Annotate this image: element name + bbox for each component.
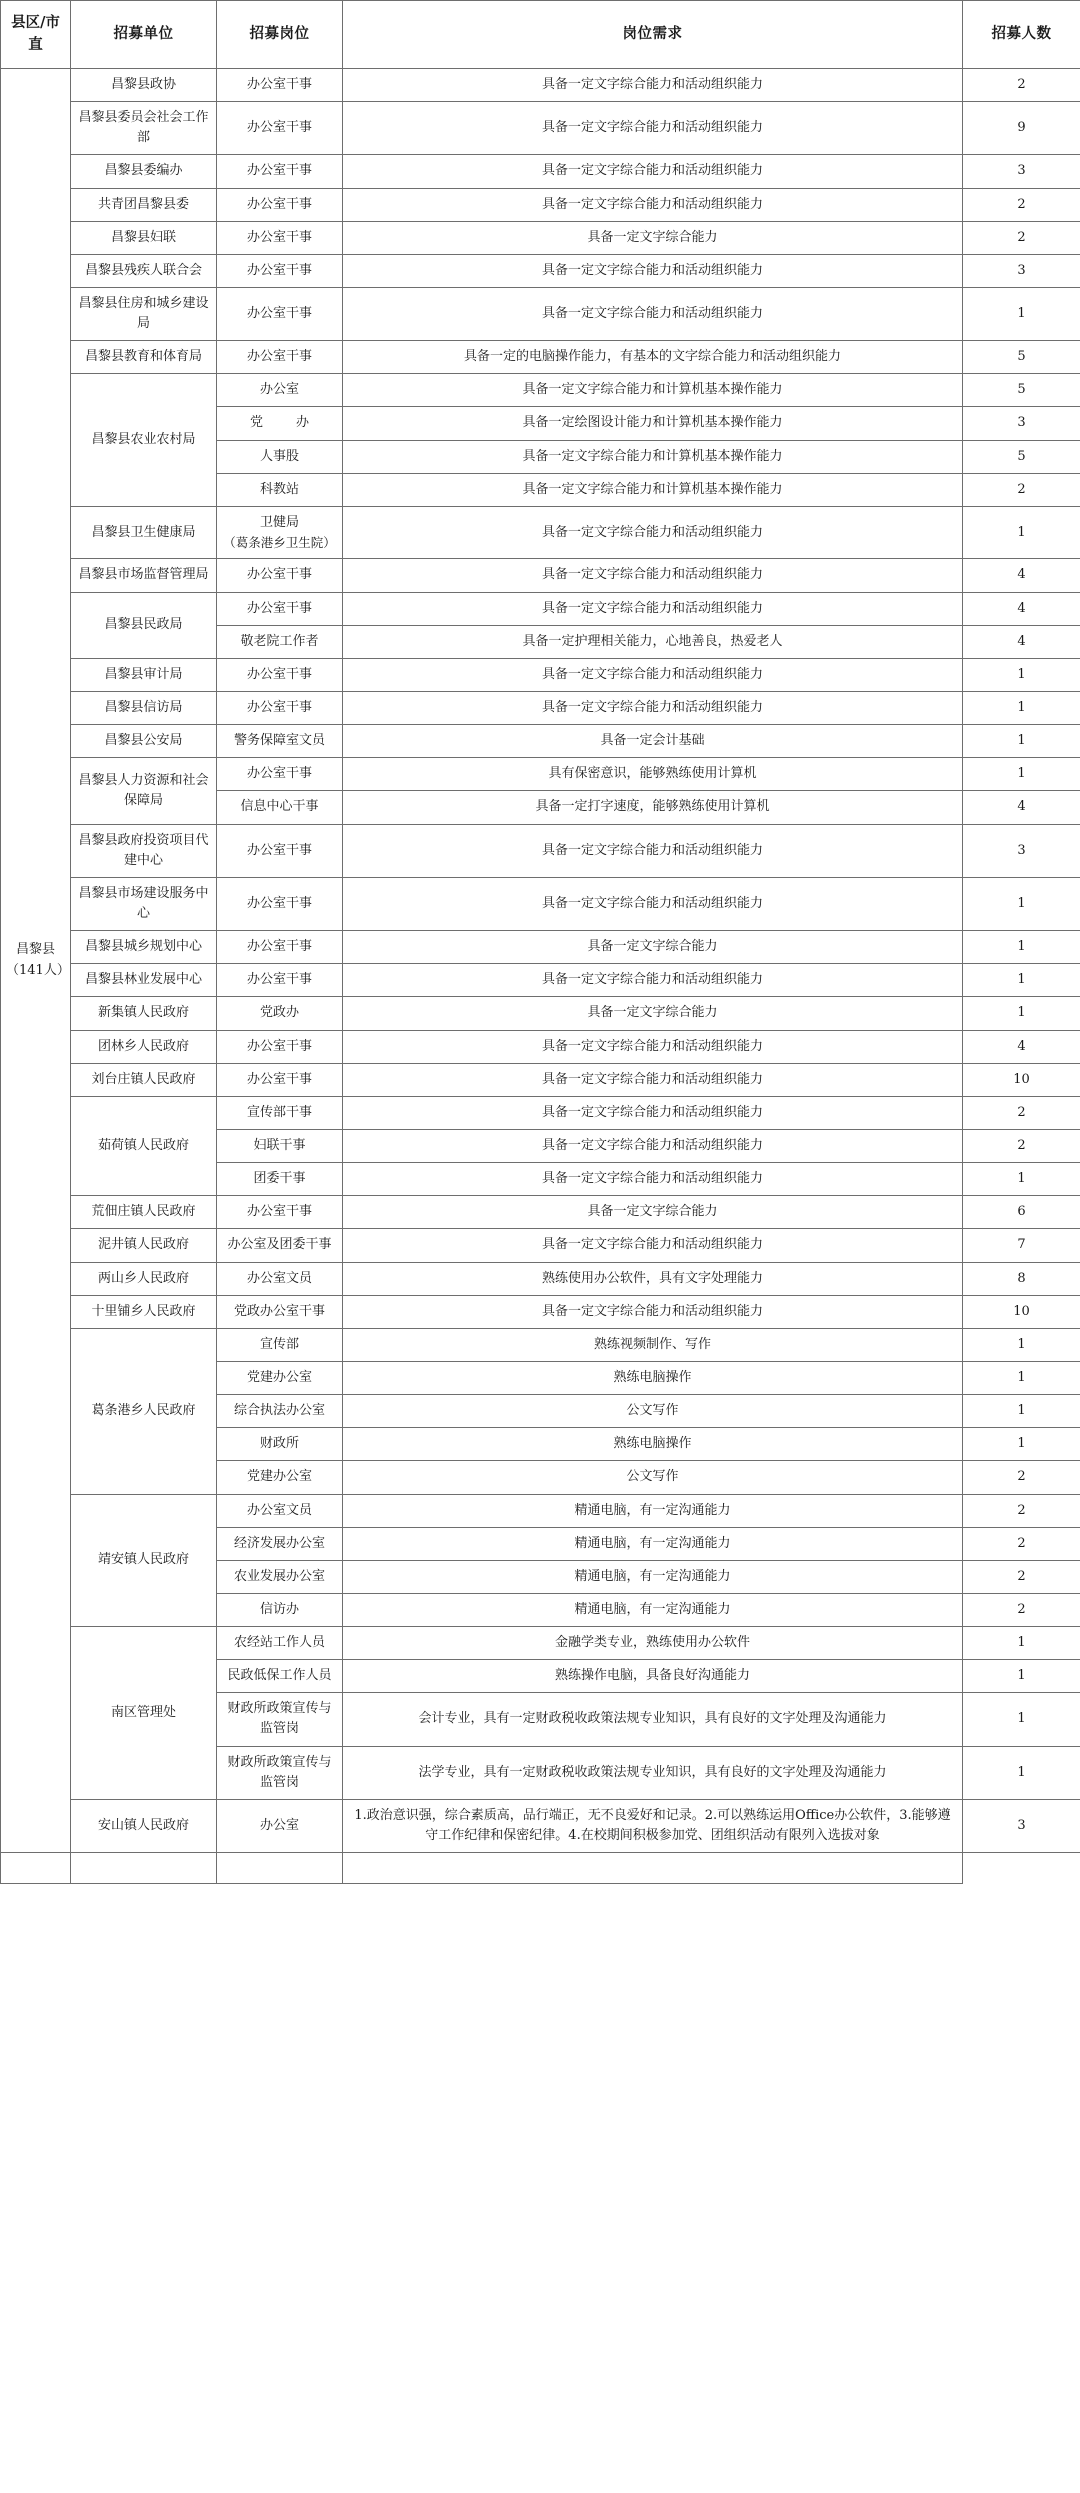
table-row (1, 964, 1080, 997)
post-cell (217, 658, 343, 691)
post-cell (217, 1295, 343, 1328)
requirement-cell: 熟练操作电脑，具备良好沟通能力 (343, 1660, 963, 1693)
table-row (1, 155, 1080, 188)
post-cell (217, 1196, 343, 1229)
count-cell: 1 (963, 287, 1080, 340)
requirement-cell: 具备一定文字综合能力和活动组织能力 (343, 559, 963, 592)
requirement-cell: 精通电脑，有一定沟通能力 (343, 1494, 963, 1527)
header-row (1, 1, 1080, 69)
post-cell (217, 691, 343, 724)
post-cell (217, 1660, 343, 1693)
table-row (1, 1196, 1080, 1229)
unit-cell: 十里铺乡人民政府 (71, 1295, 217, 1328)
requirement-cell: 具备一定文字综合能力和活动组织能力 (343, 1030, 963, 1063)
requirement-cell: 公文写作 (343, 1461, 963, 1494)
post-cell (217, 1799, 343, 1852)
post-name: 办公室干事 (246, 76, 312, 92)
table-row (1, 931, 1080, 964)
table-row (1, 691, 1080, 724)
post-cell (217, 1030, 343, 1063)
table-row (1, 1494, 1080, 1527)
count-cell: 5 (963, 440, 1080, 473)
count-cell: 4 (963, 625, 1080, 658)
unit-cell: 泥井镇人民政府 (71, 1229, 217, 1262)
post-name: 财政所 (259, 1436, 299, 1452)
count-cell: 9 (963, 102, 1080, 155)
requirement-cell: 具备一定文字综合能力和活动组织能力 (343, 691, 963, 724)
empty-cell (217, 1853, 343, 1884)
post-cell (217, 877, 343, 930)
requirement-cell: 精通电脑，有一定沟通能力 (343, 1527, 963, 1560)
requirement-cell: 精通电脑，有一定沟通能力 (343, 1593, 963, 1626)
region-total-count: （141人） (6, 962, 70, 978)
post-name: 党建办公室 (246, 1469, 312, 1485)
region-cell (1, 68, 71, 1852)
post-name: 敬老院工作者 (240, 633, 319, 649)
post-cell (217, 473, 343, 506)
post-name: 团委干事 (253, 1171, 306, 1187)
count-cell: 1 (963, 964, 1080, 997)
requirement-cell: 具备一定文字综合能力和活动组织能力 (343, 188, 963, 221)
post-name: 警务保障室文员 (233, 733, 325, 749)
post-cell (217, 791, 343, 824)
post-name: 党 办 (249, 415, 319, 431)
unit-cell: 昌黎县林业发展中心 (71, 964, 217, 997)
requirement-cell: 金融学类专业，熟练使用办公软件 (343, 1627, 963, 1660)
table-header (1, 1, 1080, 69)
table-row (1, 997, 1080, 1030)
count-cell: 2 (963, 1494, 1080, 1527)
table-row (1, 1096, 1080, 1129)
post-name: 人事股 (259, 448, 299, 464)
post-cell (217, 1361, 343, 1394)
post-name: 办公室干事 (246, 766, 312, 782)
table-row (1, 1262, 1080, 1295)
table-row (1, 658, 1080, 691)
post-name: 农业发展办公室 (233, 1568, 325, 1584)
post-name: 办公室干事 (246, 1038, 312, 1054)
count-cell: 1 (963, 1746, 1080, 1799)
requirement-cell: 具备一定文字综合能力 (343, 997, 963, 1030)
post-name: 卫健局 (259, 514, 299, 530)
requirement-cell: 法学专业，具有一定财政税收政策法规专业知识，具有良好的文字处理及沟通能力 (343, 1746, 963, 1799)
post-name: 办公室干事 (246, 666, 312, 682)
requirement-cell: 1.政治意识强，综合素质高，品行端正，无不良爱好和记录。2.可以熟练运用Office办公软件，3.能够遵守工作纪律和保密纪律。4.在校期间积极参加党、团组织活动有限列入选拔对象 (343, 1799, 963, 1852)
count-cell: 1 (963, 997, 1080, 1030)
count-cell: 1 (963, 1361, 1080, 1394)
table-row (1, 1799, 1080, 1852)
unit-cell: 昌黎县农业农村局 (71, 374, 217, 507)
post-cell (217, 1395, 343, 1428)
post-name: 农经站工作人员 (233, 1635, 325, 1651)
unit-cell: 昌黎县委员会社会工作部 (71, 102, 217, 155)
column-header-region: 县区/市直 (1, 1, 71, 69)
post-cell (217, 221, 343, 254)
count-cell: 1 (963, 1395, 1080, 1428)
requirement-cell: 具备一定文字综合能力和活动组织能力 (343, 506, 963, 559)
post-cell (217, 1693, 343, 1746)
requirement-cell: 具有保密意识，能够熟练使用计算机 (343, 758, 963, 791)
post-cell (217, 964, 343, 997)
requirement-cell: 具备一定文字综合能力和活动组织能力 (343, 877, 963, 930)
count-cell: 1 (963, 1693, 1080, 1746)
requirement-cell: 具备一定文字综合能力和活动组织能力 (343, 1295, 963, 1328)
table-row (1, 68, 1080, 101)
post-cell (217, 1428, 343, 1461)
count-cell: 5 (963, 374, 1080, 407)
count-cell: 1 (963, 1627, 1080, 1660)
column-header-post: 招募岗位 (217, 1, 343, 69)
post-cell (217, 559, 343, 592)
count-cell: 1 (963, 1328, 1080, 1361)
table-row (1, 1229, 1080, 1262)
count-cell: 2 (963, 188, 1080, 221)
post-name: 宣传部干事 (246, 1104, 312, 1120)
post-name: 办公室干事 (246, 939, 312, 955)
count-cell: 2 (963, 1593, 1080, 1626)
table-row (1, 877, 1080, 930)
post-cell (217, 1494, 343, 1527)
post-name: 信访办 (259, 1601, 299, 1617)
requirement-cell: 熟练电脑操作 (343, 1428, 963, 1461)
post-name: 科教站 (259, 481, 299, 497)
unit-cell: 靖安镇人民政府 (71, 1494, 217, 1627)
requirement-cell: 具备一定文字综合能力和活动组织能力 (343, 287, 963, 340)
post-cell (217, 254, 343, 287)
requirement-cell: 具备一定会计基础 (343, 725, 963, 758)
unit-cell: 昌黎县住房和城乡建设局 (71, 287, 217, 340)
table-row (1, 1063, 1080, 1096)
post-cell (217, 287, 343, 340)
post-cell (217, 506, 343, 559)
unit-cell: 昌黎县残疾人联合会 (71, 254, 217, 287)
column-header-requirement: 岗位需求 (343, 1, 963, 69)
unit-cell: 昌黎县政府投资项目代建中心 (71, 824, 217, 877)
table-row (1, 725, 1080, 758)
post-name: 宣传部 (259, 1336, 299, 1352)
post-name: 办公室干事 (246, 895, 312, 911)
requirement-cell: 具备一定文字综合能力和活动组织能力 (343, 1129, 963, 1162)
unit-cell: 昌黎县市场建设服务中心 (71, 877, 217, 930)
count-cell: 3 (963, 1799, 1080, 1852)
post-cell (217, 1328, 343, 1361)
unit-cell: 昌黎县政协 (71, 68, 217, 101)
table-row (1, 188, 1080, 221)
table-row (1, 1030, 1080, 1063)
requirement-cell: 具备一定文字综合能力和活动组织能力 (343, 254, 963, 287)
requirement-cell: 具备一定打字速度，能够熟练使用计算机 (343, 791, 963, 824)
count-cell: 1 (963, 758, 1080, 791)
table-row (1, 592, 1080, 625)
requirement-cell: 会计专业，具有一定财政税收政策法规专业知识，具有良好的文字处理及沟通能力 (343, 1693, 963, 1746)
requirement-cell: 具备一定护理相关能力，心地善良，热爱老人 (343, 625, 963, 658)
post-cell (217, 68, 343, 101)
post-cell (217, 1229, 343, 1262)
count-cell: 2 (963, 221, 1080, 254)
post-name: 办公室 (259, 382, 299, 398)
post-name: 办公室文员 (246, 1502, 312, 1518)
table-row (1, 559, 1080, 592)
count-cell: 10 (963, 1295, 1080, 1328)
unit-cell: 昌黎县人力资源和社会保障局 (71, 758, 217, 824)
post-cell (217, 1063, 343, 1096)
unit-cell: 昌黎县妇联 (71, 221, 217, 254)
post-name: 办公室干事 (246, 349, 312, 365)
table-row (1, 1295, 1080, 1328)
post-cell (217, 1627, 343, 1660)
requirement-cell: 熟练电脑操作 (343, 1361, 963, 1394)
post-cell (217, 592, 343, 625)
post-name: 办公室干事 (246, 163, 312, 179)
post-cell (217, 1560, 343, 1593)
requirement-cell: 具备一定文字综合能力 (343, 221, 963, 254)
post-name: 综合执法办公室 (233, 1403, 325, 1419)
unit-cell: 昌黎县委编办 (71, 155, 217, 188)
post-cell (217, 758, 343, 791)
post-name: 信息中心干事 (240, 799, 319, 815)
unit-cell: 昌黎县教育和体育局 (71, 341, 217, 374)
unit-cell: 昌黎县公安局 (71, 725, 217, 758)
count-cell: 10 (963, 1063, 1080, 1096)
table-row (1, 221, 1080, 254)
count-cell: 3 (963, 407, 1080, 440)
table-row (1, 341, 1080, 374)
post-cell (217, 997, 343, 1030)
requirement-cell: 具备一定文字综合能力和活动组织能力 (343, 102, 963, 155)
requirement-cell: 具备一定文字综合能力和活动组织能力 (343, 964, 963, 997)
count-cell: 1 (963, 877, 1080, 930)
count-cell: 6 (963, 1196, 1080, 1229)
post-cell (217, 374, 343, 407)
unit-cell: 昌黎县信访局 (71, 691, 217, 724)
post-cell (217, 1593, 343, 1626)
unit-cell: 共青团昌黎县委 (71, 188, 217, 221)
table-row (1, 1328, 1080, 1361)
unit-cell: 团林乡人民政府 (71, 1030, 217, 1063)
unit-cell: 刘台庄镇人民政府 (71, 1063, 217, 1096)
post-name: 经济发展办公室 (233, 1535, 325, 1551)
requirement-cell: 具备一定的电脑操作能力，有基本的文字综合能力和活动组织能力 (343, 341, 963, 374)
post-name: 办公室干事 (246, 1204, 312, 1220)
post-name: 办公室干事 (246, 1071, 312, 1087)
table-body (1, 68, 1080, 1883)
post-name: 办公室文员 (246, 1270, 312, 1286)
post-name: 办公室干事 (246, 600, 312, 616)
post-cell (217, 1262, 343, 1295)
column-header-unit: 招募单位 (71, 1, 217, 69)
count-cell: 8 (963, 1262, 1080, 1295)
count-cell: 5 (963, 341, 1080, 374)
count-cell: 2 (963, 1461, 1080, 1494)
requirement-cell: 具备一定文字综合能力和活动组织能力 (343, 658, 963, 691)
table-row (1, 287, 1080, 340)
requirement-cell: 具备一定文字综合能力 (343, 1196, 963, 1229)
count-cell: 4 (963, 791, 1080, 824)
unit-cell: 安山镇人民政府 (71, 1799, 217, 1852)
count-cell: 2 (963, 1527, 1080, 1560)
post-name: 办公室干事 (246, 699, 312, 715)
post-cell (217, 188, 343, 221)
post-name: 办公室干事 (246, 972, 312, 988)
requirement-cell: 具备一定文字综合能力和活动组织能力 (343, 1096, 963, 1129)
table-row (1, 374, 1080, 407)
count-cell: 2 (963, 68, 1080, 101)
post-name: 党建办公室 (246, 1369, 312, 1385)
table-row (1, 758, 1080, 791)
post-cell (217, 625, 343, 658)
unit-cell: 昌黎县城乡规划中心 (71, 931, 217, 964)
requirement-cell: 熟练视频制作、写作 (343, 1328, 963, 1361)
requirement-cell: 具备一定文字综合能力 (343, 931, 963, 964)
unit-cell: 新集镇人民政府 (71, 997, 217, 1030)
unit-cell: 昌黎县审计局 (71, 658, 217, 691)
requirement-cell: 具备一定文字综合能力和活动组织能力 (343, 68, 963, 101)
post-name: 妇联干事 (253, 1137, 306, 1153)
requirement-cell: 公文写作 (343, 1395, 963, 1428)
unit-cell: 昌黎县民政局 (71, 592, 217, 658)
post-name: 办公室干事 (246, 842, 312, 858)
count-cell: 1 (963, 1660, 1080, 1693)
requirement-cell: 具备一定文字综合能力和计算机基本操作能力 (343, 473, 963, 506)
unit-cell: 荒佃庄镇人民政府 (71, 1196, 217, 1229)
requirement-cell: 具备一定文字综合能力和活动组织能力 (343, 824, 963, 877)
count-cell: 2 (963, 1560, 1080, 1593)
post-subtitle: （葛条港乡卫生院） (223, 535, 336, 551)
post-cell (217, 1746, 343, 1799)
count-cell: 2 (963, 1129, 1080, 1162)
post-name: 财政所政策宣传与监管岗 (227, 1701, 332, 1737)
requirement-cell: 具备一定文字综合能力和计算机基本操作能力 (343, 374, 963, 407)
post-name: 办公室及团委干事 (227, 1237, 332, 1253)
count-cell: 4 (963, 559, 1080, 592)
count-cell: 1 (963, 1428, 1080, 1461)
count-cell: 1 (963, 1163, 1080, 1196)
count-cell: 1 (963, 506, 1080, 559)
table-row (1, 506, 1080, 559)
column-header-count: 招募人数 (963, 1, 1080, 69)
count-cell: 3 (963, 254, 1080, 287)
count-cell: 1 (963, 931, 1080, 964)
count-cell: 4 (963, 1030, 1080, 1063)
requirement-cell: 具备一定文字综合能力和活动组织能力 (343, 592, 963, 625)
post-name: 办公室干事 (246, 196, 312, 212)
post-cell (217, 1527, 343, 1560)
count-cell: 4 (963, 592, 1080, 625)
table-row-partial (1, 1853, 1080, 1884)
region-name: 昌黎县 (15, 942, 55, 958)
unit-cell: 昌黎县市场监督管理局 (71, 559, 217, 592)
post-cell (217, 824, 343, 877)
post-cell (217, 725, 343, 758)
requirement-cell: 具备一定文字综合能力和活动组织能力 (343, 1229, 963, 1262)
empty-cell (343, 1853, 963, 1884)
post-cell (217, 931, 343, 964)
post-name: 办公室干事 (246, 120, 312, 136)
unit-cell: 两山乡人民政府 (71, 1262, 217, 1295)
requirement-cell: 熟练使用办公软件，具有文字处理能力 (343, 1262, 963, 1295)
empty-cell (71, 1853, 217, 1884)
post-cell (217, 102, 343, 155)
count-cell: 1 (963, 725, 1080, 758)
requirement-cell: 精通电脑，有一定沟通能力 (343, 1560, 963, 1593)
unit-cell: 茹荷镇人民政府 (71, 1096, 217, 1195)
post-cell (217, 1129, 343, 1162)
requirement-cell: 具备一定文字综合能力和活动组织能力 (343, 1163, 963, 1196)
post-cell (217, 1461, 343, 1494)
post-cell (217, 1096, 343, 1129)
unit-cell: 葛条港乡人民政府 (71, 1328, 217, 1494)
post-name: 财政所政策宣传与监管岗 (227, 1754, 332, 1790)
unit-cell: 昌黎县卫生健康局 (71, 506, 217, 559)
table-row (1, 1627, 1080, 1660)
post-name: 党政办公室干事 (233, 1303, 325, 1319)
post-name: 办公室干事 (246, 567, 312, 583)
count-cell: 2 (963, 473, 1080, 506)
post-cell (217, 1163, 343, 1196)
post-name: 民政低保工作人员 (227, 1668, 332, 1684)
count-cell: 3 (963, 824, 1080, 877)
table-row (1, 254, 1080, 287)
requirement-cell: 具备一定文字综合能力和活动组织能力 (343, 155, 963, 188)
count-cell: 1 (963, 691, 1080, 724)
post-name: 党政办 (259, 1005, 299, 1021)
post-name: 办公室干事 (246, 262, 312, 278)
post-name: 办公室 (259, 1817, 299, 1833)
post-name: 办公室干事 (246, 229, 312, 245)
count-cell: 1 (963, 658, 1080, 691)
count-cell: 3 (963, 155, 1080, 188)
post-cell (217, 341, 343, 374)
requirement-cell: 具备一定文字综合能力和计算机基本操作能力 (343, 440, 963, 473)
table-row (1, 824, 1080, 877)
empty-cell (1, 1853, 71, 1884)
requirement-cell: 具备一定文字综合能力和活动组织能力 (343, 1063, 963, 1096)
unit-cell: 南区管理处 (71, 1627, 217, 1800)
count-cell: 2 (963, 1096, 1080, 1129)
count-cell: 7 (963, 1229, 1080, 1262)
post-name: 办公室干事 (246, 305, 312, 321)
requirement-cell: 具备一定绘图设计能力和计算机基本操作能力 (343, 407, 963, 440)
table-row (1, 102, 1080, 155)
post-cell (217, 155, 343, 188)
post-cell (217, 407, 343, 440)
post-cell (217, 440, 343, 473)
